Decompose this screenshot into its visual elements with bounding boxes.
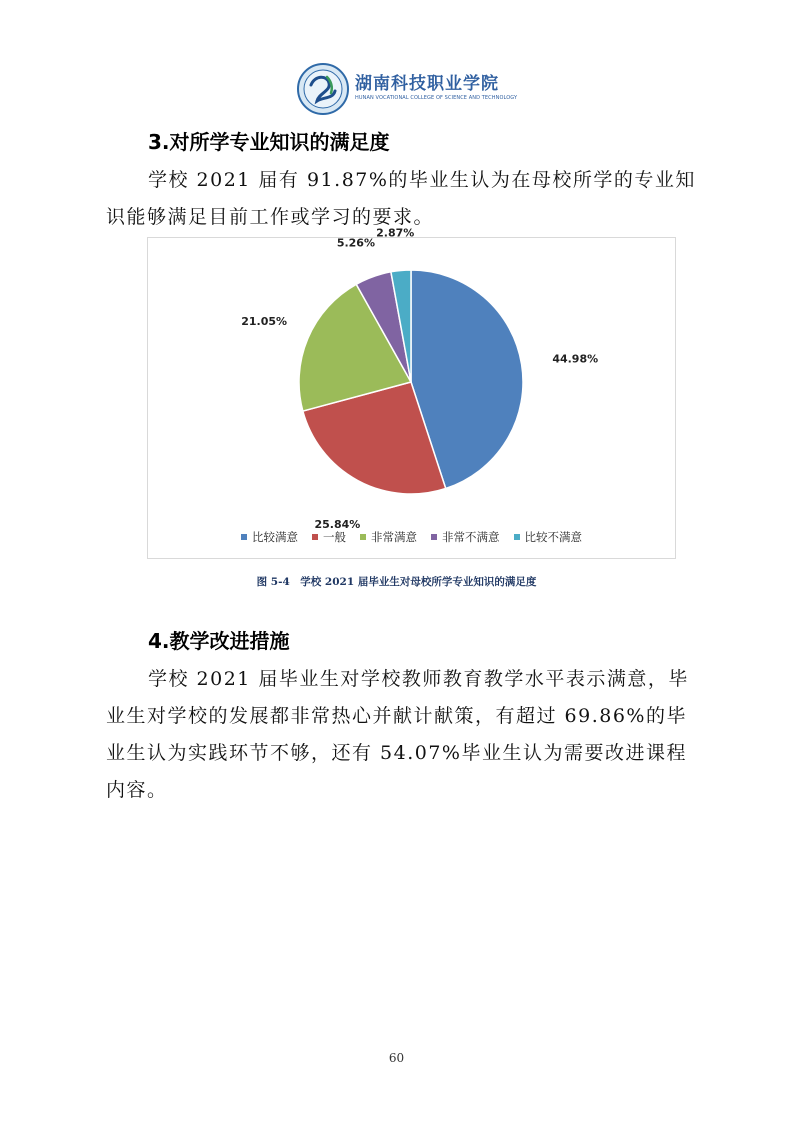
pie-chart <box>147 226 676 559</box>
legend-item-1 <box>241 529 298 545</box>
legend-label-1: 比较满意 <box>252 530 298 544</box>
page-number: 60 <box>388 1051 405 1065</box>
section-3-title: 3.对所学专业知识的满足度 <box>148 130 390 154</box>
school-name-cn: 湖南科技职业学院 <box>355 74 499 94</box>
pie-chart-canvas <box>148 226 675 558</box>
section-3-paragraph <box>106 162 696 236</box>
pie-data-label-3: 21.05% <box>241 314 288 328</box>
legend-item-3 <box>360 529 417 545</box>
section-4-paragraph <box>106 661 696 809</box>
section-4-title: 4.教学改进措施 <box>148 629 290 653</box>
legend-label-5: 比较不满意 <box>524 530 582 544</box>
figure-caption: 图 5-4 学校 2021 届毕业生对母校所学专业知识的满足度 <box>256 576 537 588</box>
legend-swatch-1 <box>241 534 247 540</box>
pie-data-label-1: 44.98% <box>552 352 599 366</box>
page-header <box>297 63 518 115</box>
pie-data-label-2: 25.84% <box>314 517 361 531</box>
legend-swatch-2 <box>312 534 318 540</box>
legend-item-2 <box>312 529 346 545</box>
chart-legend <box>148 529 675 545</box>
legend-item-5 <box>514 529 583 545</box>
section-4-text: 学校 2021 届毕业生对学校教师教育教学水平表示满意，毕业生对学校的发展都非常热心并献计献策，有超过 69.86%的毕业生认为实践环节不够，还有 54.07%毕业生认为需要改进课程内容。 <box>106 668 689 801</box>
legend-label-2: 一般 <box>323 530 346 544</box>
pie-data-label-4: 5.26% <box>336 236 375 250</box>
legend-label-3: 非常满意 <box>371 530 417 544</box>
pie-data-label-5: 2.87% <box>376 226 415 240</box>
legend-label-4: 非常不满意 <box>442 530 500 544</box>
legend-swatch-3 <box>360 534 366 540</box>
legend-swatch-4 <box>431 534 437 540</box>
section-3-text: 学校 2021 届有 91.87%的毕业生认为在母校所学的专业知识能够满足目前工作或学习的要求。 <box>106 169 696 228</box>
legend-item-4 <box>431 529 500 545</box>
legend-swatch-5 <box>514 534 520 540</box>
school-logo <box>297 63 349 115</box>
school-name-en: HUNAN VOCATIONAL COLLEGE OF SCIENCE AND TECHNOLOGY <box>355 95 518 101</box>
